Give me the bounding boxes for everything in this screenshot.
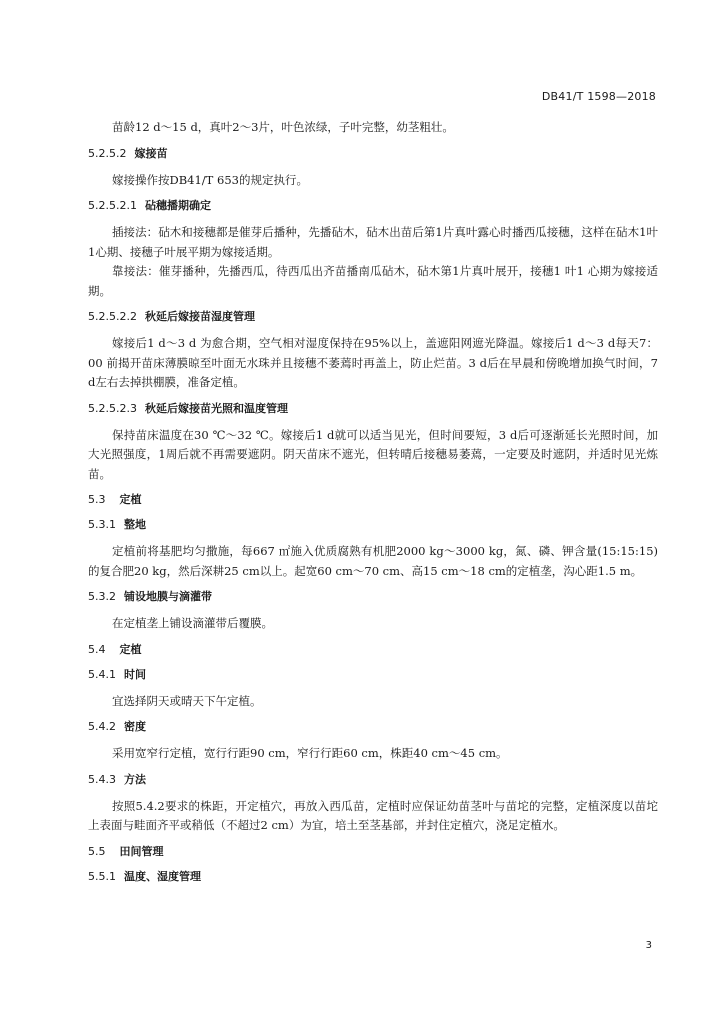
section-number: 5.3 [88,493,106,506]
body-paragraph: 采用宽窄行定植，宽行行距90 cm，窄行行距60 cm，株距40 cm～45 cm。 [112,746,508,760]
page-number: 3 [645,940,652,951]
section-heading [88,517,658,533]
section-number: 5.4 [88,642,106,656]
section-number: 5.4.3 [88,772,116,786]
body-paragraph: 靠接法：催芽播种，先播西瓜，待西瓜出齐苗播南瓜砧木，砧木第1片真叶展开，接穗1 叶1 心期为嫁接适期。 [88,264,658,298]
section-number: 5.2.5.2.3 [88,401,137,415]
section-number: 5.2.5.2 [88,146,127,160]
body-paragraph: 嫁接后1 d～3 d 为愈合期，空气相对湿度保持在95%以上，盖遮阳网遮光降温。嫁接后1 d～3 d每天7：00 前揭开苗床薄膜晾至叶面无水珠并且接穗不萎蔫时再盖上，防止烂苗。3 d后在早晨和傍晚增加换气时间，7 d左右去掉拱棚膜，准备定植。 [88,336,658,389]
section-title: 秋延后嫁接苗湿度管理 [144,310,255,323]
body-paragraph: 保持苗床温度在30 ℃～32 ℃。嫁接后1 d就可以适当见光，但时间要短，3 d后可逐渐延长光照时间，加大光照强度，1周后就不再需要遮阴。阴天苗床不遮光，但转晴后接穗易萎蔫，一定要及时遮阴，并适时见光炼苗。 [88,427,658,481]
section-number: 5.4.2 [88,720,116,733]
section-heading [88,642,658,658]
section-title: 定植 [119,493,142,506]
body-paragraph: 定植前将基肥均匀撒施，每667 ㎡施入优质腐熟有机肥2000 kg～3000 kg，氮、磷、钾含量(15:15:15)的复合肥20 kg，然后深耕25 cm以上。起宽60 cm～70 cm、高15 cm～18 cm的定植垄，沟心距1.5 m。 [88,544,658,578]
body-paragraph: 插接法：砧木和接穗都是催芽后播种，先播砧木，砧木出苗后第1片真叶露心时播西瓜接穗，这样在砧木1叶1心期、接穗子叶展平期为嫁接适期。 [88,225,658,259]
section-title: 时间 [124,667,146,681]
body-paragraph: 宜选择阴天或晴天下午定植。 [112,693,262,708]
section-title: 方法 [124,772,146,786]
section-title: 砧穗播期确定 [144,199,211,212]
body-paragraph: 按照5.4.2要求的株距，开定植穴，再放入西瓜苗，定植时应保证幼苗茎叶与苗坨的完整，定植深度以苗坨上表面与畦面齐平或稍低（不超过2 cm）为宜，培土至茎基部，并封住定植穴，浇足定植水。 [88,798,658,832]
section-number: 5.5.1 [88,869,116,883]
section-title: 密度 [124,720,146,733]
section-number: 5.5 [88,844,106,858]
section-number: 5.2.5.2.2 [88,310,137,323]
section-heading [88,719,658,735]
section-title: 嫁接苗 [134,146,168,160]
section-number: 5.4.1 [88,667,116,681]
section-heading [88,844,658,860]
section-number: 5.2.5.2.1 [88,199,137,212]
section-heading [88,401,658,417]
body-paragraph: 苗龄12 d～15 d，真叶2～3片，叶色浓绿，子叶完整，幼茎粗壮。 [112,120,454,134]
section-title: 整地 [124,518,146,531]
section-heading [88,667,658,683]
body-paragraph: 嫁接操作按DB41/T 653的规定执行。 [112,172,308,187]
section-number: 5.3.1 [88,518,116,531]
section-title: 定植 [119,642,142,656]
section-heading [88,492,658,508]
section-heading [88,198,658,214]
section-title: 温度、湿度管理 [124,869,201,883]
standard-code: DB41/T 1598—2018 [541,90,656,103]
section-heading [88,309,658,325]
section-heading [88,869,658,885]
document-body [88,118,658,894]
section-heading [88,589,658,605]
section-title: 田间管理 [119,844,164,858]
section-title: 秋延后嫁接苗光照和温度管理 [144,401,288,415]
section-heading [88,772,658,788]
section-number: 5.3.2 [88,590,116,603]
body-paragraph: 在定植垄上铺设滴灌带后覆膜。 [112,616,273,630]
section-heading [88,146,658,162]
section-title: 铺设地膜与滴灌带 [124,590,212,603]
